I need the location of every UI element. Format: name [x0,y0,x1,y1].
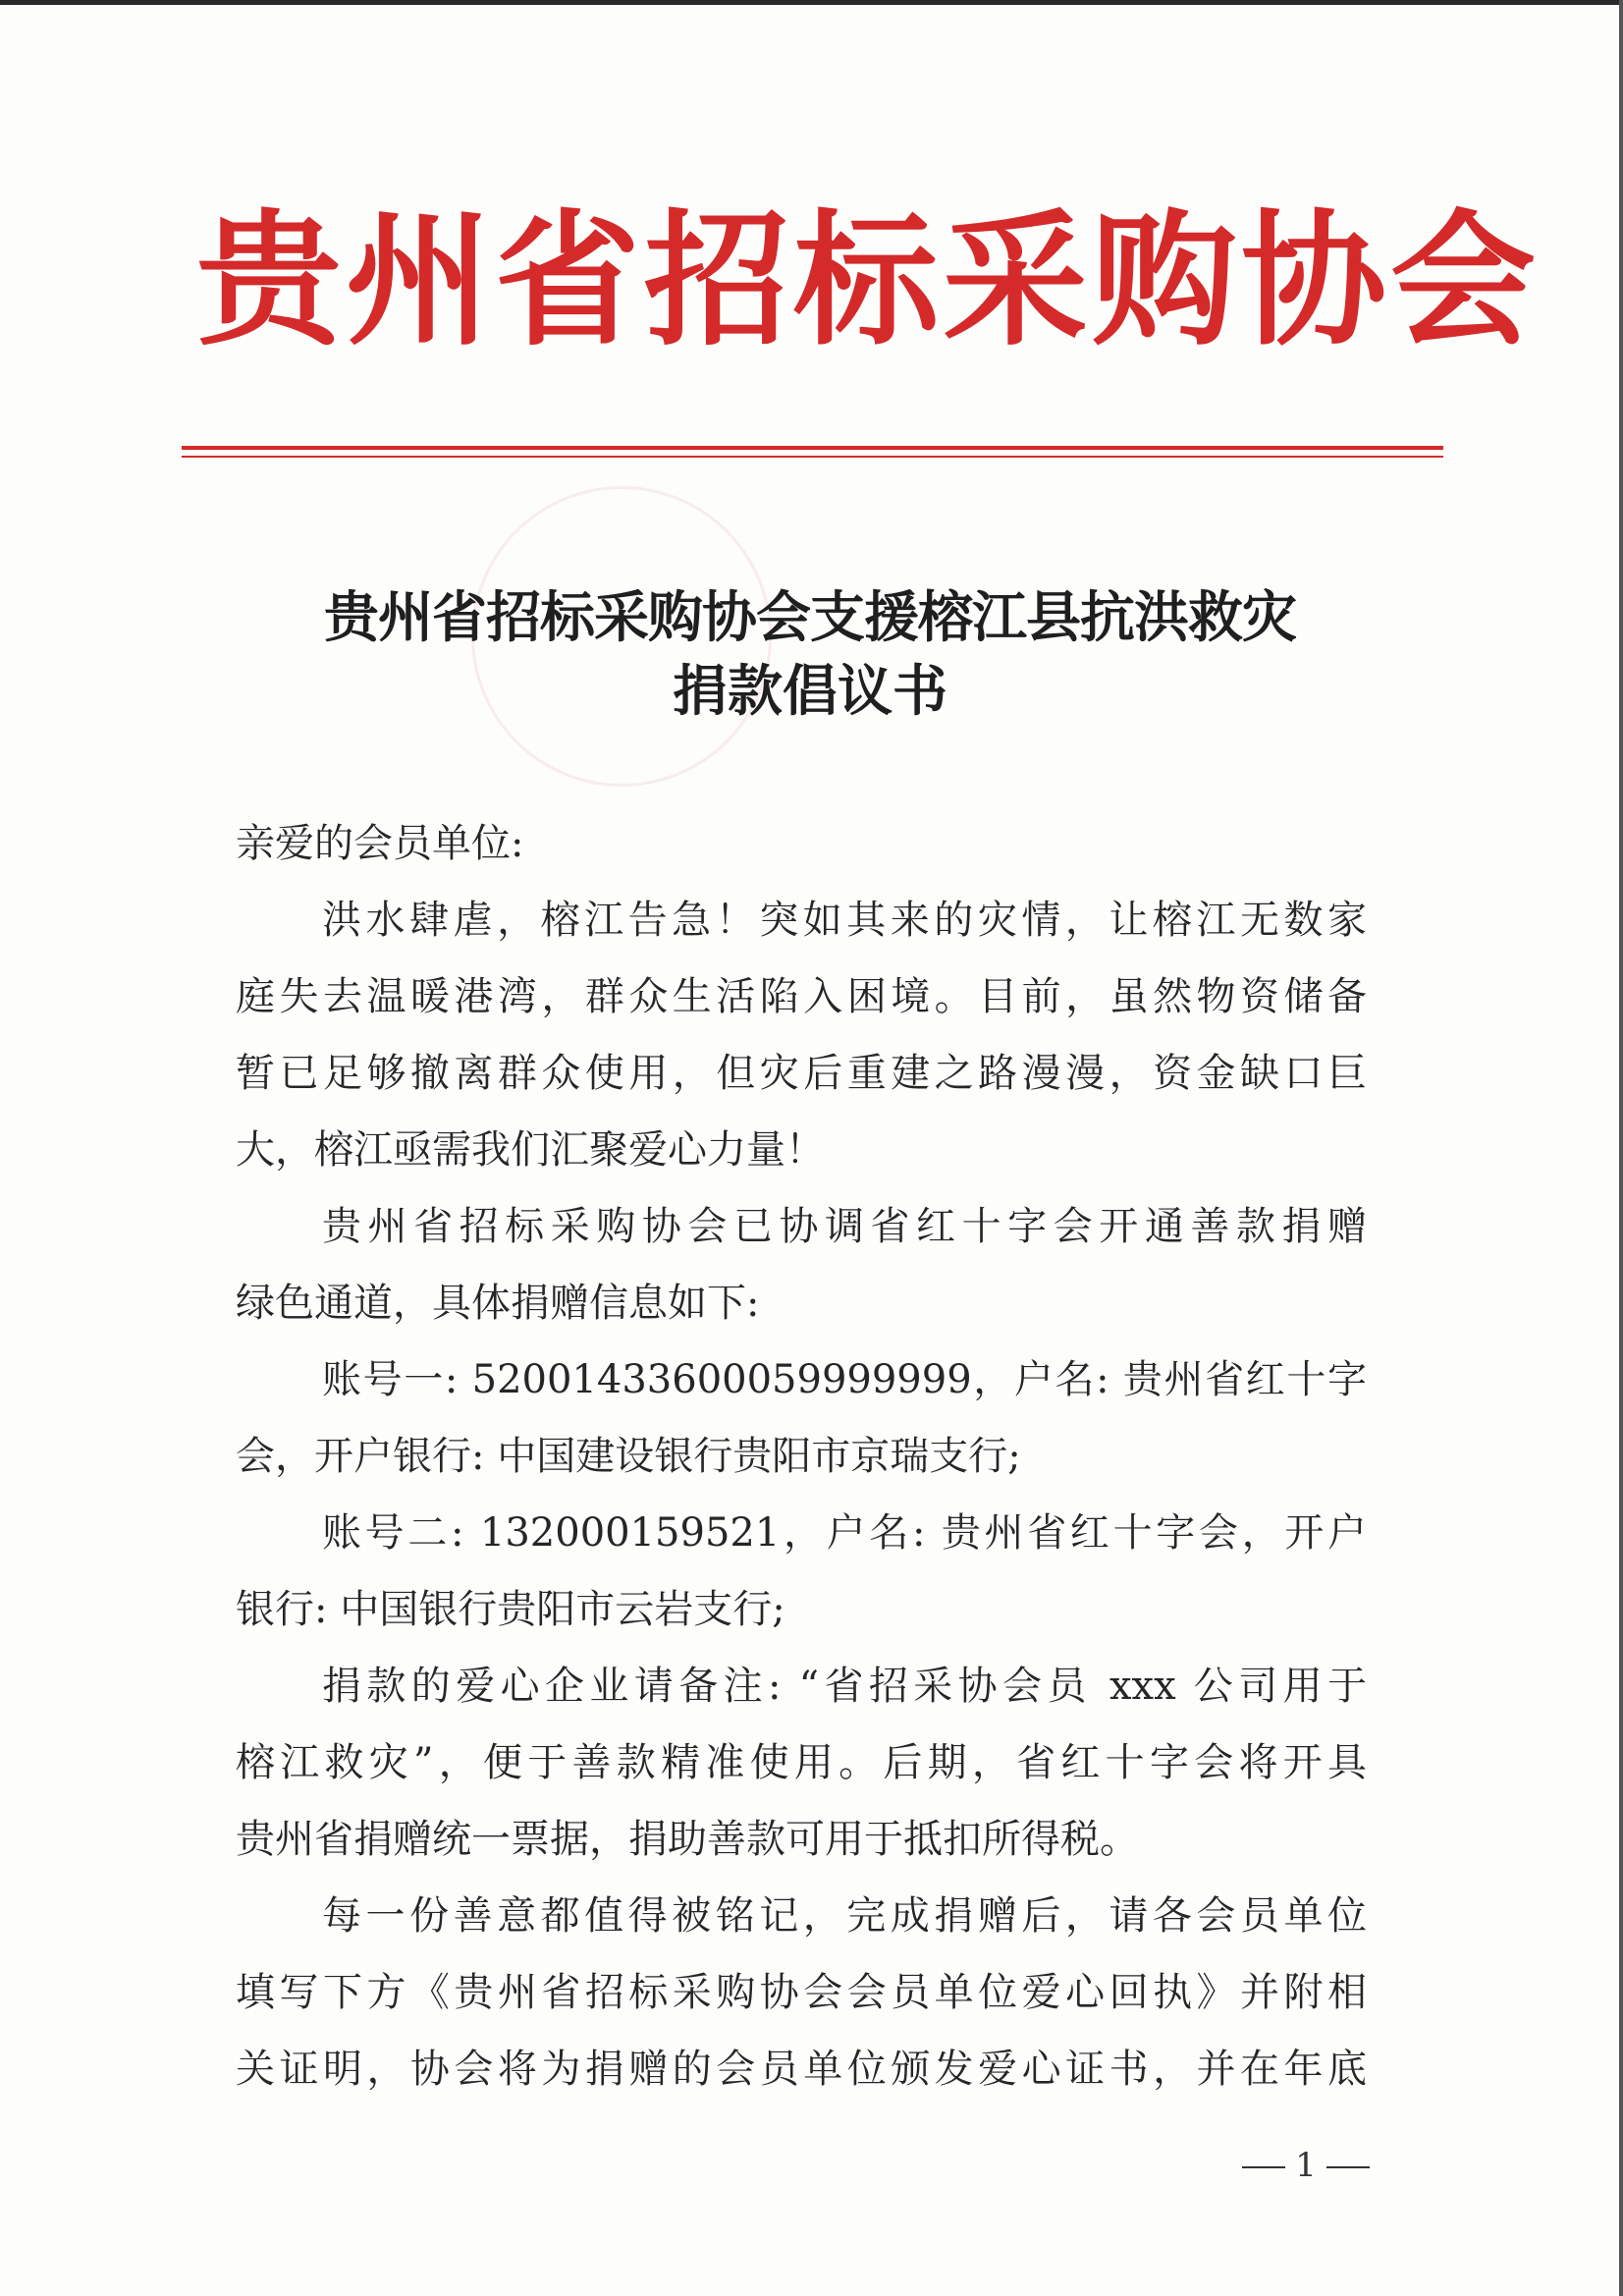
document-title-line-1: 贵州省招标采购协会支援榕江县抗洪救灾 [324,585,1296,650]
scan-edge-right [1619,0,1623,2296]
paragraph-line: 账号一: 52001433600059999999，户名: 贵州省红十字 [322,1357,1367,1402]
page-number [1217,2146,1394,2185]
letterhead-rule-thick [182,446,1443,450]
paragraph-line: 贵州省捐赠统一票据，捐助善款可用于抵扣所得税。 [236,1817,1139,1862]
salutation: 亲爱的会员单位: [236,821,524,866]
paragraph-line: 洪水肆虐，榕江告急！突如其来的灾情，让榕江无数家 [322,898,1367,943]
paragraph-line: 每一份善意都值得被铭记，完成捐赠后，请各会员单位 [322,1893,1367,1939]
paragraph-line: 大，榕江亟需我们汇聚爱心力量！ [236,1127,825,1173]
paragraph-line: 庭失去温暖港湾，群众生活陷入困境。目前，虽然物资储备 [236,974,1367,1019]
paragraph-line: 关证明，协会将为捐赠的会员单位颁发爱心证书，并在年底 [236,2047,1367,2092]
page-number-dash-right [1326,2166,1370,2168]
letterhead-rule-thin [182,456,1443,458]
paragraph-channel [236,1188,1367,1341]
paragraph-receipt [236,1878,1367,2107]
document-title-line-2: 捐款倡议书 [673,659,947,724]
paragraph-account-one [236,1341,1367,1495]
paragraph-line: 绿色通道，具体捐赠信息如下: [236,1281,760,1326]
page-number-value: 1 [1295,2146,1317,2185]
scan-edge-top [0,0,1623,5]
paragraph-line: 填写下方《贵州省招标采购协会会员单位爱心回执》并附相 [236,1970,1367,2015]
paragraph-line: 银行: 中国银行贵阳市云岩支行; [236,1587,785,1632]
document-body [236,805,1367,2107]
paragraph-remark [236,1648,1367,1878]
paragraph-line: 榕江救灾”，便于善款精准使用。后期，省红十字会将开具 [236,1740,1367,1785]
paragraph-line: 账号二: 132000159521，户名: 贵州省红十字会，开户 [322,1510,1367,1556]
paragraph-disaster [236,882,1367,1188]
paragraph-account-two [236,1495,1367,1648]
paragraph-line: 贵州省招标采购协会已协调省红十字会开通善款捐赠 [322,1204,1367,1249]
paragraph-line: 会，开户银行: 中国建设银行贵阳市京瑞支行; [236,1434,1021,1479]
page-number-dash-left [1242,2166,1285,2168]
paragraph-line: 暂已足够撤离群众使用，但灾后重建之路漫漫，资金缺口巨 [236,1051,1367,1096]
paragraph-line: 捐款的爱心企业请备注: “省招采协会员 xxx 公司用于 [322,1664,1367,1709]
letterhead-title: 贵州省招标采购协会 [196,194,1540,365]
